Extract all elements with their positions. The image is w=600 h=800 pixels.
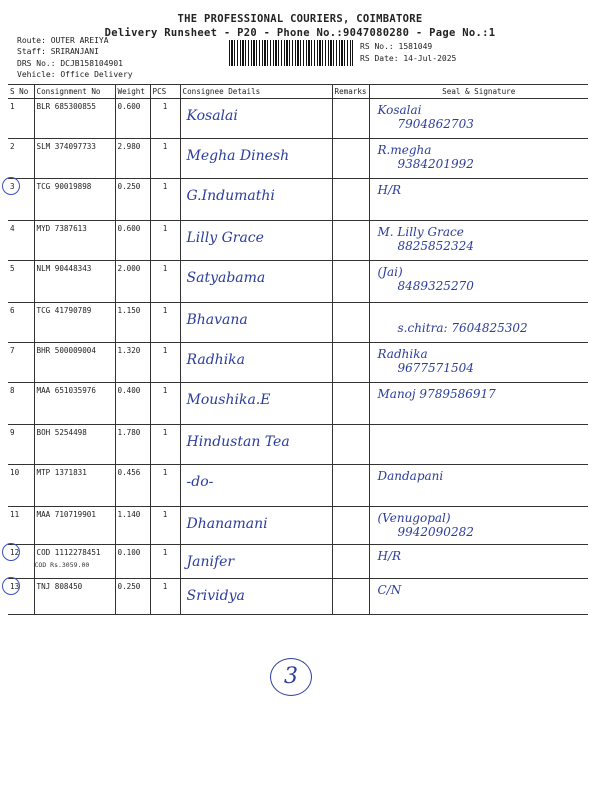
- row-consignee: [180, 343, 332, 383]
- row-consignment: NLM 90448343: [34, 261, 115, 303]
- row-consignment: COD 1112278451 COD Rs.3059.00: [34, 545, 115, 579]
- row-pcs: 1: [150, 507, 180, 545]
- row-sno: 13: [8, 579, 34, 615]
- row-consignment: MAA 651035976: [34, 383, 115, 425]
- barcode: [229, 40, 353, 66]
- handwritten-signature: Kosalai: [377, 103, 422, 117]
- row-consignee: [180, 545, 332, 579]
- rs-number: RS No.: 1581049: [360, 42, 433, 51]
- row-weight: 1.150: [115, 303, 150, 343]
- row-consignment: BOH 5254498: [34, 425, 115, 465]
- row-remarks: [332, 303, 369, 343]
- handwritten-signature: Radhika: [377, 347, 428, 361]
- row-sno: 5: [8, 261, 34, 303]
- handwritten-phone: 9942090282: [397, 525, 474, 539]
- row-consignment: MTP 1371831: [34, 465, 115, 507]
- col-sno: S No: [8, 85, 34, 99]
- row-remarks: [332, 545, 369, 579]
- table-row: [8, 425, 588, 465]
- row-remarks: [332, 425, 369, 465]
- handwritten-phone: 9677571504: [397, 361, 474, 375]
- row-remarks: [332, 221, 369, 261]
- document-title: THE PROFESSIONAL COURIERS, COIMBATORE: [177, 13, 423, 25]
- handwritten-consignee: Kosalai: [186, 108, 238, 124]
- row-remarks: [332, 383, 369, 425]
- row-signature: [369, 343, 588, 383]
- row-signature: [369, 383, 588, 425]
- handwritten-signature: C/N: [377, 583, 402, 597]
- row-sno: 11: [8, 507, 34, 545]
- row-remarks: [332, 507, 369, 545]
- row-consignment: TNJ 808450: [34, 579, 115, 615]
- row-consignee: [180, 261, 332, 303]
- row-signature: [369, 545, 588, 579]
- row-pcs: 1: [150, 303, 180, 343]
- row-pcs: 1: [150, 99, 180, 139]
- col-consignee: Consignee Details: [180, 85, 332, 99]
- row-pcs: 1: [150, 425, 180, 465]
- handwritten-consignee: G.Indumathi: [186, 188, 275, 204]
- row-weight: 0.250: [115, 179, 150, 221]
- row-sno: 2: [8, 139, 34, 179]
- row-sno: 7: [8, 343, 34, 383]
- runsheet-table: [8, 84, 588, 615]
- row-sno: 9: [8, 425, 34, 465]
- table-header-row: [8, 85, 588, 99]
- row-signature: [369, 425, 588, 465]
- row-remarks: [332, 99, 369, 139]
- row-remarks: [332, 139, 369, 179]
- row-pcs: 1: [150, 139, 180, 179]
- row-signature: [369, 261, 588, 303]
- table-row: [8, 139, 588, 179]
- row-signature: [369, 507, 588, 545]
- row-remarks: [332, 579, 369, 615]
- row-signature: [369, 221, 588, 261]
- handwritten-phone: 8825852324: [397, 239, 474, 253]
- circle-mark: [2, 543, 20, 561]
- drs-label: DRS No.: DCJB158104901: [17, 59, 123, 68]
- row-pcs: 1: [150, 545, 180, 579]
- row-consignment: BHR 500009004: [34, 343, 115, 383]
- handwritten-consignee: Dhanamani: [186, 516, 268, 532]
- row-weight: 0.456: [115, 465, 150, 507]
- row-sno: 4: [8, 221, 34, 261]
- document-subtitle: Delivery Runsheet - P20 - Phone No.:9047080280 - Page No.:1: [104, 27, 496, 39]
- handwritten-consignee: Satyabama: [186, 270, 266, 286]
- row-pcs: 1: [150, 261, 180, 303]
- row-sno: 6: [8, 303, 34, 343]
- col-weight: Weight: [115, 85, 150, 99]
- row-pcs: 1: [150, 221, 180, 261]
- handwritten-phone: 9384201992: [397, 157, 474, 171]
- handwritten-signature: (Jai): [377, 265, 403, 279]
- row-consignee: [180, 303, 332, 343]
- row-remarks: [332, 179, 369, 221]
- row-weight: 1.140: [115, 507, 150, 545]
- row-weight: 1.320: [115, 343, 150, 383]
- col-pcs: PCS: [150, 85, 180, 99]
- row-weight: 0.600: [115, 99, 150, 139]
- row-sno: 10: [8, 465, 34, 507]
- row-consignment: MAA 710719901: [34, 507, 115, 545]
- page-mark: 3: [270, 658, 312, 696]
- row-sno: 8: [8, 383, 34, 425]
- handwritten-consignee: Hindustan Tea: [186, 434, 290, 450]
- row-weight: 2.000: [115, 261, 150, 303]
- row-weight: 0.400: [115, 383, 150, 425]
- row-weight: 1.780: [115, 425, 150, 465]
- table-row: [8, 99, 588, 139]
- table-row: [8, 343, 588, 383]
- handwritten-signature: H/R: [377, 549, 402, 563]
- handwritten-consignee: Janifer: [186, 554, 235, 570]
- row-remarks: [332, 343, 369, 383]
- row-signature: [369, 303, 588, 343]
- row-weight: 0.250: [115, 579, 150, 615]
- col-signature: Seal & Signature: [369, 85, 588, 99]
- table-row: [8, 179, 588, 221]
- cod-note: COD Rs.3059.00: [34, 561, 90, 569]
- staff-label: Staff: SRIRANJANI: [17, 47, 99, 56]
- handwritten-phone: s.chitra: 7604825302: [397, 321, 528, 335]
- row-consignment: BLR 685300855: [34, 99, 115, 139]
- handwritten-signature: Manoj 9789586917: [377, 387, 496, 401]
- col-remarks: Remarks: [332, 85, 369, 99]
- row-pcs: 1: [150, 343, 180, 383]
- row-consignee: [180, 221, 332, 261]
- row-consignee: [180, 507, 332, 545]
- row-pcs: 1: [150, 579, 180, 615]
- row-consignee: [180, 179, 332, 221]
- row-signature: [369, 99, 588, 139]
- row-consignee: [180, 425, 332, 465]
- table-row: [8, 507, 588, 545]
- row-signature: [369, 579, 588, 615]
- row-consignment: TCG 41790789: [34, 303, 115, 343]
- table-row: [8, 545, 588, 579]
- table-row: [8, 221, 588, 261]
- row-consignee: [180, 139, 332, 179]
- row-signature: [369, 139, 588, 179]
- handwritten-consignee: Srividya: [186, 588, 245, 604]
- row-sno: 1: [8, 99, 34, 139]
- handwritten-consignee: Bhavana: [186, 312, 248, 328]
- table-row: [8, 579, 588, 615]
- row-consignee: [180, 579, 332, 615]
- row-pcs: 1: [150, 465, 180, 507]
- vehicle-label: Vehicle: Office Delivery: [17, 70, 133, 79]
- row-pcs: 1: [150, 179, 180, 221]
- handwritten-signature: Dandapani: [377, 469, 444, 483]
- row-consignment: SLM 374097733: [34, 139, 115, 179]
- table-row: [8, 303, 588, 343]
- row-remarks: [332, 465, 369, 507]
- row-sno: 12: [8, 545, 34, 579]
- handwritten-signature: (Venugopal): [377, 511, 451, 525]
- row-consignment: TCG 90019898: [34, 179, 115, 221]
- rs-date: RS Date: 14-Jul-2025: [360, 54, 457, 63]
- table-row: [8, 261, 588, 303]
- handwritten-signature: R.megha: [377, 143, 432, 157]
- row-weight: 0.100: [115, 545, 150, 579]
- handwritten-consignee: Moushika.E: [186, 392, 271, 408]
- handwritten-phone: 7904862703: [397, 117, 474, 131]
- row-weight: 2.980: [115, 139, 150, 179]
- row-signature: [369, 465, 588, 507]
- row-remarks: [332, 261, 369, 303]
- row-consignee: [180, 383, 332, 425]
- handwritten-signature: H/R: [377, 183, 402, 197]
- table-row: [8, 465, 588, 507]
- row-pcs: 1: [150, 383, 180, 425]
- circle-mark: [2, 577, 20, 595]
- circle-mark: [2, 177, 20, 195]
- route-label: Route: OUTER AREIYA: [17, 36, 109, 45]
- handwritten-phone: 8489325270: [397, 279, 474, 293]
- handwritten-consignee: Lilly Grace: [186, 230, 264, 246]
- row-consignment: MYD 7387613: [34, 221, 115, 261]
- handwritten-signature: M. Lilly Grace: [377, 225, 464, 239]
- row-weight: 0.600: [115, 221, 150, 261]
- row-signature: [369, 179, 588, 221]
- col-consignment: Consignment No: [34, 85, 115, 99]
- handwritten-consignee: Radhika: [186, 352, 245, 368]
- row-sno: 3: [8, 179, 34, 221]
- row-consignee: [180, 99, 332, 139]
- row-consignee: [180, 465, 332, 507]
- table-row: [8, 383, 588, 425]
- handwritten-consignee: Megha Dinesh: [186, 148, 290, 164]
- handwritten-consignee: -do-: [186, 474, 214, 490]
